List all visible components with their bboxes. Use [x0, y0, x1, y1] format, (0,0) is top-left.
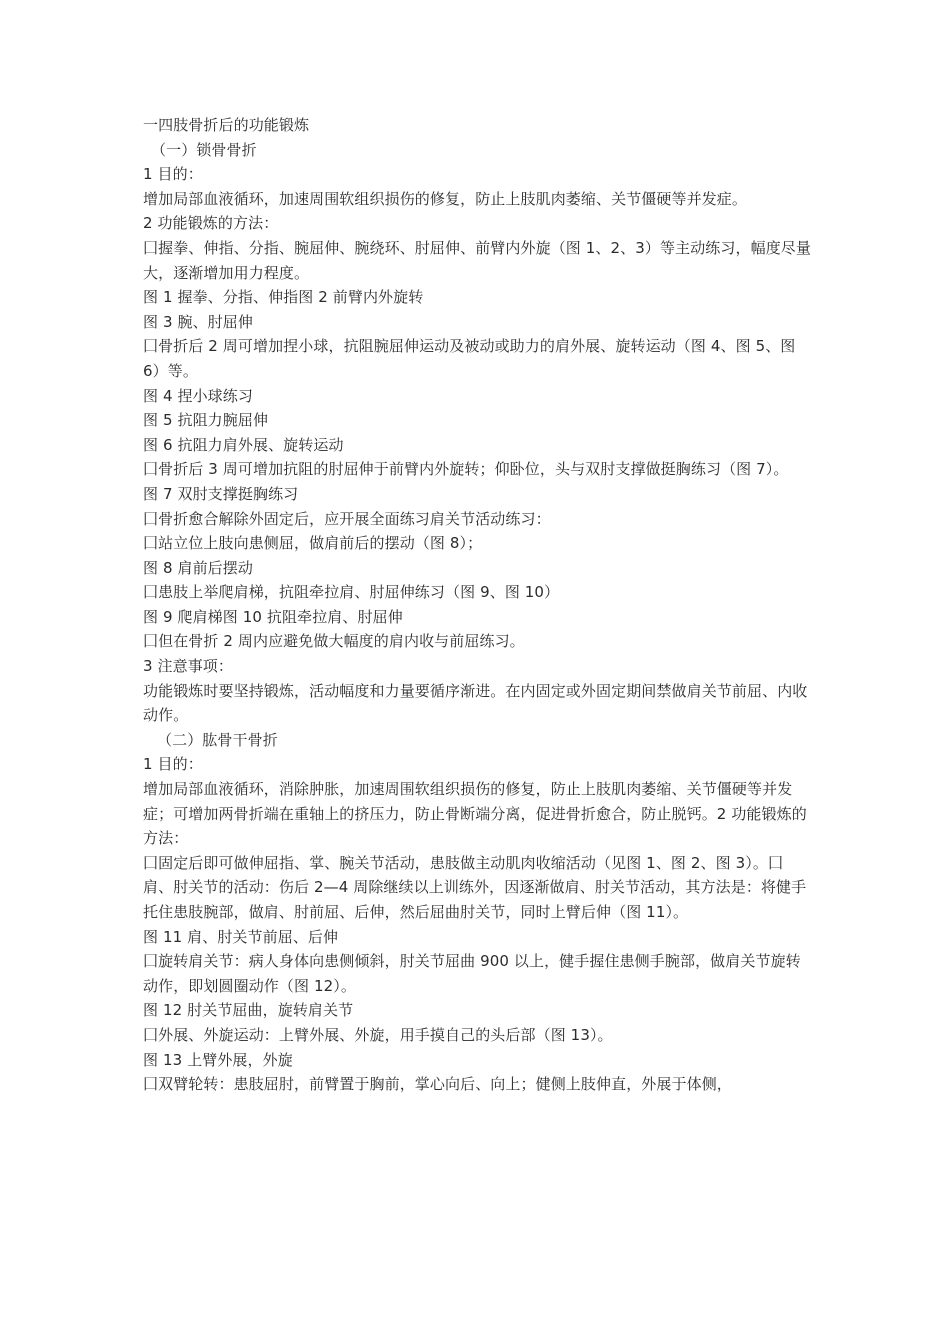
paragraph: 囗但在骨折 2 周内应避免做大幅度的肩内收与前屈练习。	[143, 632, 525, 651]
paragraph: 囗骨折愈合解除外固定后，应开展全面练习肩关节活动练习：	[143, 509, 551, 528]
figure-caption: 图 13 上臂外展，外旋	[143, 1050, 293, 1069]
figure-caption: 图 6 抗阻力肩外展、旋转运动	[143, 435, 344, 454]
paragraph: 囗外展、外旋运动：上臂外展、外旋，用手摸自己的头后部（图 13）。	[143, 1025, 613, 1044]
figure-caption: 图 1 握拳、分指、伸指图 2 前臂内外旋转	[143, 288, 424, 307]
paragraph: 囗握拳、伸指、分指、腕屈伸、腕绕环、肘屈伸、前臂内外旋（图 1、2、3）等主动练习，幅度尽量大，逐渐增加用力程度。	[143, 238, 812, 282]
paragraph: 功能锻炼时要坚持锻炼，活动幅度和力量要循序渐进。在内固定或外固定期间禁做肩关节前屈、内收动作。	[143, 681, 808, 725]
paragraph: 囗患肢上举爬肩梯，抗阻牵拉肩、肘屈伸练习（图 9、图 10）	[143, 583, 560, 602]
subheading: 2 功能锻炼的方法：	[143, 214, 279, 233]
figure-caption: 图 8 肩前后摆动	[143, 558, 253, 577]
paragraph: 增加局部血液循环，消除肿胀，加速周围软组织损伤的修复，防止上肢肌肉萎缩、关节僵硬等并发症；可增加两骨折端在重轴上的挤压力，防止骨断端分离，促进骨折愈合，防止脱钙。2 功能锻炼的方法：	[143, 780, 807, 848]
section-heading: （一）锁骨骨折	[151, 140, 257, 159]
subheading: 1 目的：	[143, 755, 203, 774]
section-heading: （二）肱骨干骨折	[157, 730, 278, 749]
subheading: 3 注意事项：	[143, 657, 234, 676]
figure-caption: 图 11 肩、肘关节前屈、后伸	[143, 927, 339, 946]
figure-caption: 图 4 捏小球练习	[143, 386, 253, 405]
document-title: 一四肢骨折后的功能锻炼	[143, 116, 310, 134]
paragraph: 囗旋转肩关节：病人身体向患侧倾斜，肘关节屈曲 900 以上，健手握住患侧手腕部，做肩关节旋转动作，即划圆圈动作（图 12）。	[143, 952, 801, 995]
paragraph: 囗固定后即可做伸屈指、掌、腕关节活动，患肢做主动肌肉收缩活动（见图 1、图 2、图 3）。囗肩、肘关节的活动：伤后 2—4 周除继续以上训练外，因逐渐做肩、肘关节活动，其方法是：将健手托住患肢腕部，做肩、肘前屈、后伸，然后屈曲肘关节，同时上臂后伸（图 11）。	[143, 853, 807, 921]
paragraph: 囗骨折后 2 周可增加捏小球，抗阻腕屈伸运动及被动或助力的肩外展、旋转运动（图 4、图 5、图 6）等。	[143, 337, 796, 380]
paragraph: 囗站立位上肢向患侧屈，做肩前后的摆动（图 8）；	[143, 534, 483, 553]
figure-caption: 图 7 双肘支撑挺胸练习	[143, 484, 299, 503]
paragraph: 囗双臂轮转：患肢屈肘，前臂置于胸前，掌心向后、向上；健侧上肢伸直，外展于体侧，	[143, 1075, 732, 1094]
figure-caption: 图 3 腕、肘屈伸	[143, 312, 253, 331]
paragraph: 囗骨折后 3 周可增加抗阻的肘屈伸于前臂内外旋转；仰卧位，头与双肘支撑做挺胸练习（图 7）。	[143, 460, 789, 479]
paragraph: 增加局部血液循环，加速周围软组织损伤的修复，防止上肢肌肉萎缩、关节僵硬等并发症。	[143, 189, 748, 208]
subheading: 1 目的：	[143, 165, 203, 184]
figure-caption: 图 12 肘关节屈曲，旋转肩关节	[143, 1001, 354, 1020]
document-body	[143, 113, 813, 1097]
figure-caption: 图 9 爬肩梯图 10 抗阻牵拉肩、肘屈伸	[143, 607, 403, 626]
figure-caption: 图 5 抗阻力腕屈伸	[143, 411, 269, 430]
